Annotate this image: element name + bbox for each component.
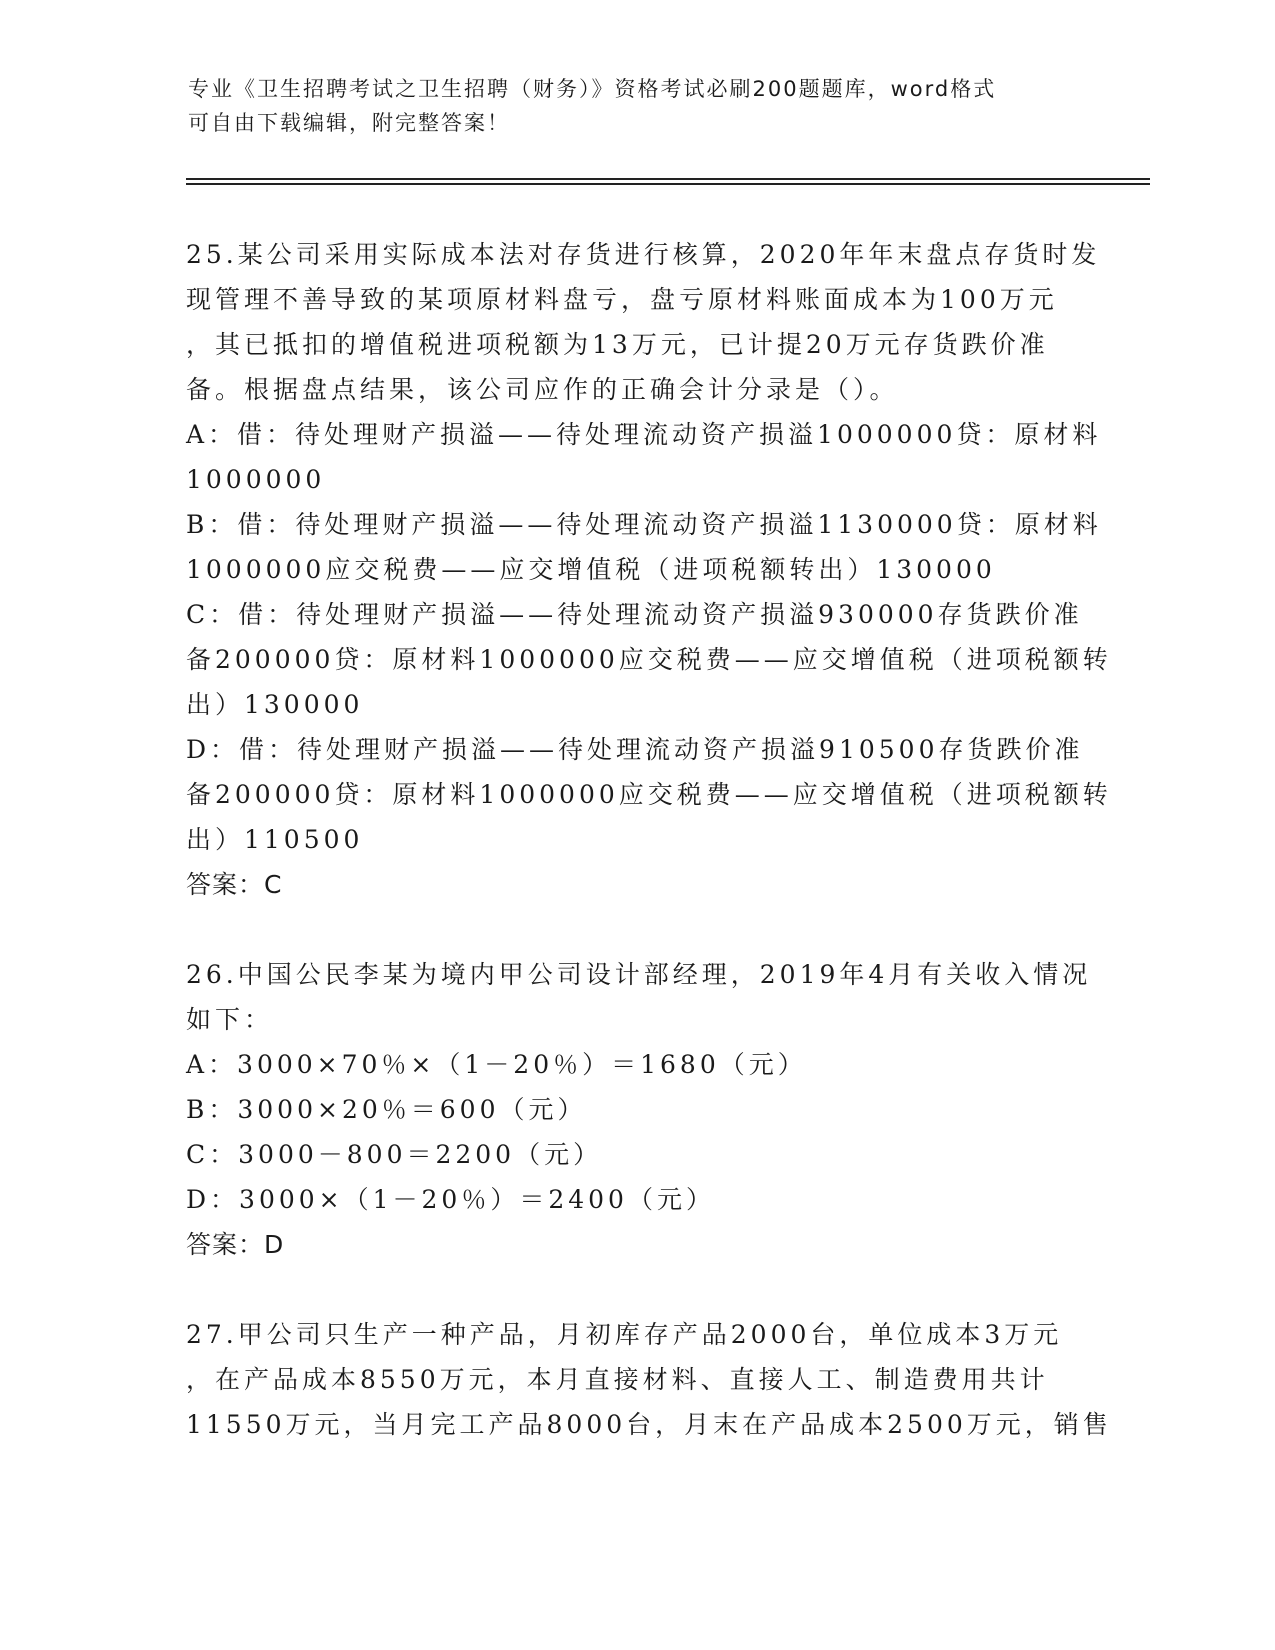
option-d-line: 备200000贷：原材料1000000应交税费——应交增值税（进项税额转 [186,780,1112,809]
option-d-line: 出）110500 [186,825,364,854]
question-27 [186,1312,1186,1447]
question-line: ，在产品成本8550万元，本月直接材料、直接人工、制造费用共计 [186,1365,1049,1394]
question-line: 现管理不善导致的某项原材料盘亏，盘亏原材料账面成本为100万元 [186,285,1058,314]
option-a-line: A：3000×70％×（1－20％）＝1680（元） [186,1050,807,1079]
option-c-line: 备200000贷：原材料1000000应交税费——应交增值税（进项税额转 [186,645,1112,674]
option-c-line: C：3000－800＝2200（元） [186,1140,603,1169]
document-header [188,72,1088,140]
option-b-line: B：3000×20％＝600（元） [186,1095,587,1124]
option-a-line: 1000000 [186,465,326,494]
option-c-line: 出）130000 [186,690,364,719]
question-26 [186,952,1186,1267]
option-b-line: B：借：待处理财产损溢——待处理流动资产损溢1130000贷：原材料 [186,510,1102,539]
option-c-line: C：借：待处理财产损溢——待处理流动资产损溢930000存货跌价准 [186,600,1083,629]
question-25 [186,232,1186,907]
question-line: 26.中国公民李某为境内甲公司设计部经理，2019年4月有关收入情况 [186,960,1092,989]
option-d-line: D：借：待处理财产损溢——待处理流动资产损溢910500存货跌价准 [186,735,1084,764]
option-b-line: 1000000应交税费——应交增值税（进项税额转出）130000 [186,555,996,584]
question-line: 如下： [186,1005,274,1034]
answer-25: 答案：C [186,870,283,899]
question-line: 27.甲公司只生产一种产品，月初库存产品2000台，单位成本3万元 [186,1320,1063,1349]
option-a-line: A：借：待处理财产损溢——待处理流动资产损溢1000000贷：原材料 [186,420,1102,449]
question-line: 11550万元，当月完工产品8000台，月末在产品成本2500万元，销售 [186,1410,1112,1439]
question-line: ，其已抵扣的增值税进项税额为13万元，已计提20万元存货跌价准 [186,330,1049,359]
question-line: 备。根据盘点结果，该公司应作的正确会计分录是（）。 [186,375,899,404]
answer-26: 答案：D [186,1230,285,1259]
question-line: 25.某公司采用实际成本法对存货进行核算，2020年年末盘点存货时发 [186,240,1101,269]
option-d-line: D：3000×（1－20％）＝2400（元） [186,1185,715,1214]
header-divider-top [186,178,1150,180]
header-divider-bottom [186,183,1150,185]
question-list [186,232,1186,1447]
header-line-1: 专业《卫生招聘考试之卫生招聘（财务）》资格考试必刷200题题库，word格式 [188,77,997,101]
header-line-2: 可自由下载编辑，附完整答案！ [188,111,510,135]
